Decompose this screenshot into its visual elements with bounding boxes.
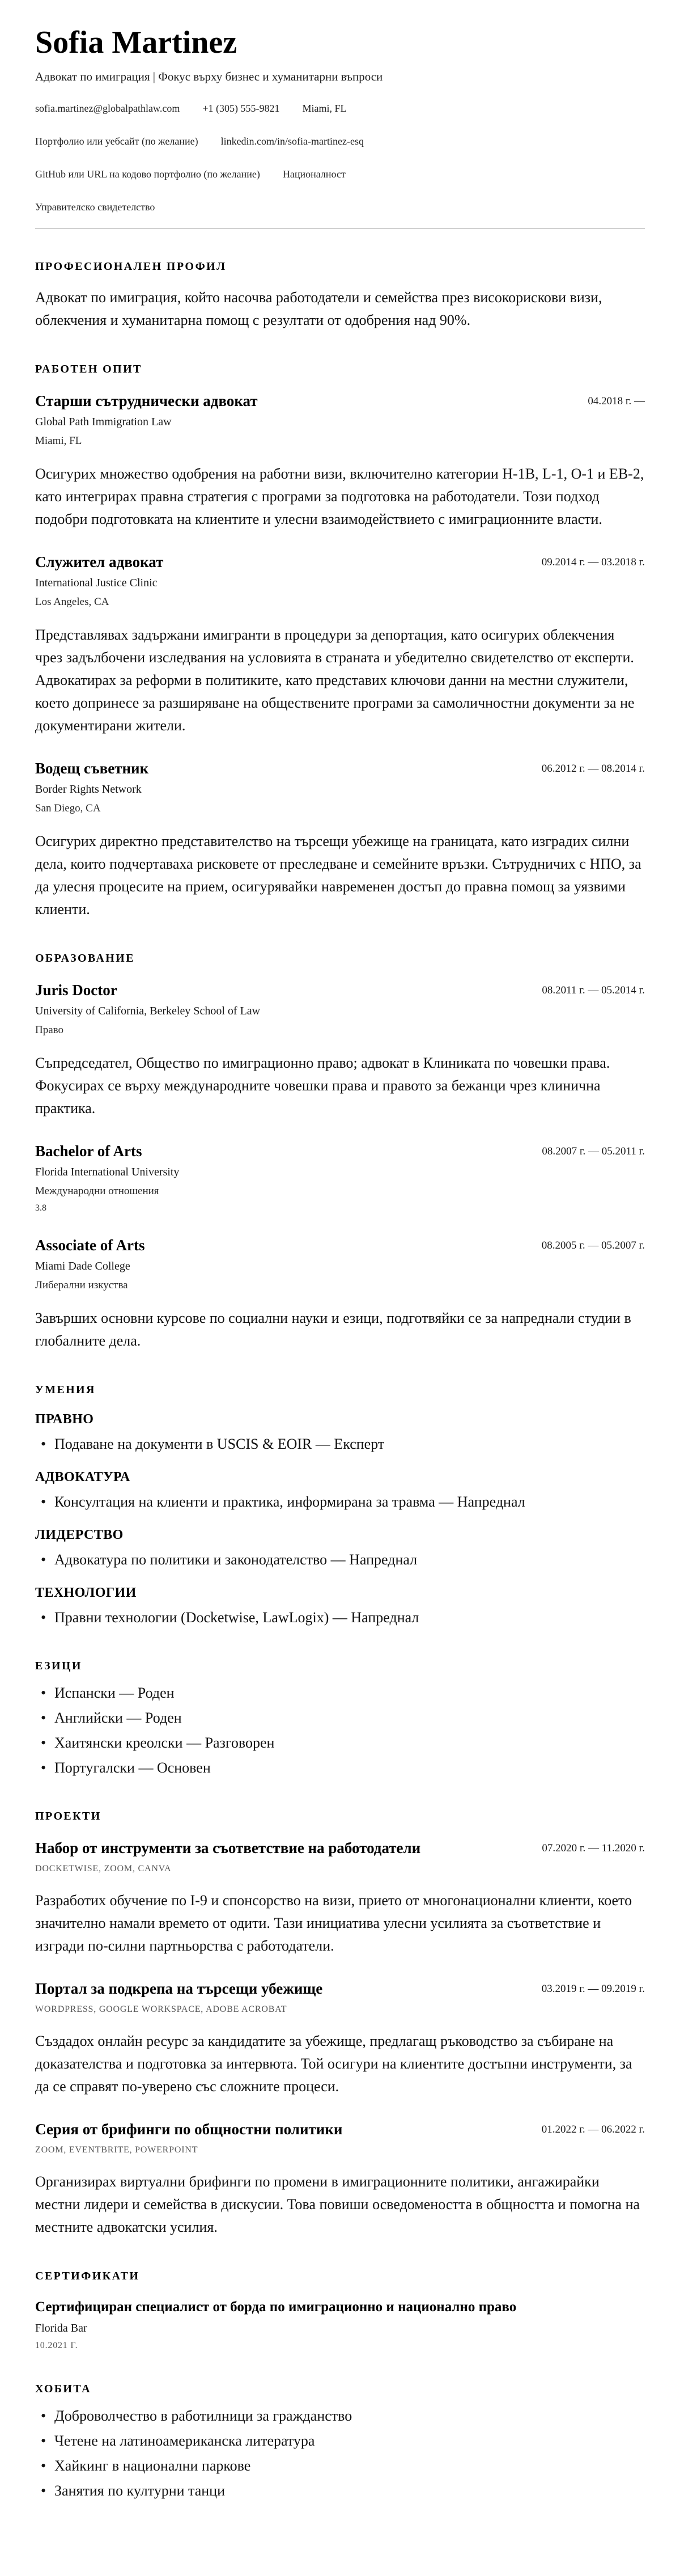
project-entry-head <box>35 1979 645 1998</box>
languages-heading: ЕЗИЦИ <box>35 1659 82 1672</box>
contact-row-primary <box>35 101 645 115</box>
contact-row-web <box>35 134 645 148</box>
skill-list <box>35 1491 645 1513</box>
school-name: Florida International University <box>35 1165 180 1178</box>
field-of-study: Международни отношения <box>35 1185 159 1197</box>
skill-group <box>35 1584 645 1628</box>
job-location: San Diego, CA <box>35 802 101 814</box>
job-location: Miami, FL <box>35 434 82 447</box>
contact-email[interactable]: sofia.martinez@globalpathlaw.com <box>35 102 180 114</box>
project-description: Разработих обучение по I-9 и спонсорство на визи, прието от многонационални клиенти, което значително намали времето от одити. Тази инициатива улесни усилията за съответствие и изгради по-силни партньорства с работодатели. <box>35 1892 632 1954</box>
certificate-date: 10.2021 Г. <box>35 2340 78 2350</box>
skill-group <box>35 1411 645 1455</box>
hobby-item: • Четене на латиноамериканска литература <box>35 2430 645 2452</box>
profile-heading: ПРОФЕСИОНАЛЕН ПРОФИЛ <box>35 260 227 273</box>
certificate-issuer: Florida Bar <box>35 2321 87 2334</box>
certificate-entry <box>35 2298 645 2351</box>
skill-list <box>35 1549 645 1571</box>
degree-title: Juris Doctor <box>35 981 117 999</box>
certificate-title: Сертифициран специалист от борда по имиграционно и национално право <box>35 2299 517 2315</box>
section-profile <box>35 259 645 332</box>
skill-list <box>35 1607 645 1628</box>
project-title: Портал за подкрепа на търсещи убежище <box>35 1979 323 1997</box>
job-company: International Justice Clinic <box>35 576 158 589</box>
contact-info <box>35 101 645 214</box>
hobby-item: • Занятия по културни танци <box>35 2480 645 2502</box>
job-entry-head <box>35 391 645 411</box>
contact-portfolio-placeholder: Портфолио или уебсайт (по желание) <box>35 135 198 147</box>
resume-header <box>35 25 645 214</box>
job-title: Водещ съветник <box>35 759 149 777</box>
project-dates: 07.2020 г. — 11.2020 г. <box>542 1842 645 1854</box>
project-entry-head <box>35 2120 645 2139</box>
language-item: • Испански — Роден <box>35 1682 645 1704</box>
language-item: • Хаитянски креолски — Разговорен <box>35 1732 645 1754</box>
skill-list <box>35 1433 645 1455</box>
job-dates: 09.2014 г. — 03.2018 г. <box>541 556 645 568</box>
section-projects <box>35 1809 645 2239</box>
hobby-item: • Хайкинг в национални паркове <box>35 2455 645 2477</box>
job-company: Border Rights Network <box>35 782 142 796</box>
field-of-study: Либерални изкуства <box>35 1279 128 1291</box>
contact-nationality-placeholder: Националност <box>282 168 346 180</box>
certificates-heading: СЕРТИФИКАТИ <box>35 2269 140 2282</box>
contact-linkedin[interactable]: linkedin.com/in/sofia-martinez-esq <box>220 135 364 147</box>
job-description: Осигурих директно представителство на търсещи убежище на границата, като изградих силни дела, които подчертаваха рисковете от преследване и семейните връзки. Сътрудничих с НПО, за да улесня процесите на прием, осигурявайки навременен достъп до правна помощ за уязвими клиенти. <box>35 832 641 917</box>
job-entry-head <box>35 759 645 778</box>
project-description: Организирах виртуални брифинги по промени в имиграционните политики, ангажирайки местни лидери и семейства в дискусии. Това повиши осведомеността в общността и помогна на местните адвокатски усилия. <box>35 2173 640 2235</box>
contact-license-placeholder: Управителско свидетелство <box>35 201 155 213</box>
job-title: Служител адвокат <box>35 553 164 570</box>
job-entry <box>35 759 645 921</box>
language-item: • Английски — Роден <box>35 1707 645 1729</box>
skill-item: • Консултация на клиенти и практика, информирана за травма — Напреднал <box>35 1491 645 1513</box>
section-certificates <box>35 2269 645 2351</box>
experience-heading: РАБОТЕН ОПИТ <box>35 362 142 375</box>
project-dates: 01.2022 г. — 06.2022 г. <box>541 2123 645 2135</box>
hobbies-heading: ХОБИТА <box>35 2382 91 2395</box>
job-title: Старши сътруднически адвокат <box>35 392 258 409</box>
education-dates: 08.2011 г. — 05.2014 г. <box>542 984 645 996</box>
skill-item: • Подаване на документи в USCIS & EOIR — Експерт <box>35 1433 645 1455</box>
skill-category-label: ТЕХНОЛОГИИ <box>35 1585 137 1600</box>
education-heading: ОБРАЗОВАНИЕ <box>35 951 135 965</box>
project-entry <box>35 1838 645 1957</box>
education-entry-head <box>35 1236 645 1255</box>
project-entry <box>35 1979 645 2098</box>
education-description: Съпредседател, Общество по имиграционно право; адвокат в Клиниката по човешки права. Фокусирах се върху международните човешки права и правото за бежанци чрез клинична практика. <box>35 1054 610 1116</box>
education-entry <box>35 1236 645 1352</box>
skill-item: • Правни технологии (Docketwise, LawLogix) — Напреднал <box>35 1607 645 1628</box>
section-hobbies <box>35 2382 645 2502</box>
education-dates: 08.2007 г. — 05.2011 г. <box>542 1145 645 1157</box>
section-experience <box>35 362 645 921</box>
contact-row-extra <box>35 167 645 181</box>
contact-github-placeholder: GitHub или URL на кодово портфолио (по желание) <box>35 168 260 180</box>
school-name: Miami Dade College <box>35 1259 130 1272</box>
job-company: Global Path Immigration Law <box>35 415 172 428</box>
profile-text: Адвокат по имиграция, който насочва работодатели и семейства през високорискови визи, облекчения и хуманитарна помощ с резултати от одобрения над 90%. <box>35 289 602 328</box>
language-list <box>35 1682 645 1779</box>
project-tools: ZOOM, EVENTBRITE, POWERPOINT <box>35 2144 198 2155</box>
education-entry <box>35 980 645 1120</box>
project-dates: 03.2019 г. — 09.2019 г. <box>541 1982 645 1995</box>
education-dates: 08.2005 г. — 05.2007 г. <box>541 1239 645 1251</box>
skills-heading: УМЕНИЯ <box>35 1383 96 1396</box>
education-entry-head <box>35 1141 645 1161</box>
job-description: Осигурих множество одобрения на работни визи, включително категории H-1B, L-1, O-1 и EB-2, като интегрирах правна стратегия с програми за подготовка на работодатели. Този подход подобри подготовката на клиентите и улесни взаимодействието с имиграционните власти. <box>35 465 644 527</box>
job-entry <box>35 552 645 737</box>
project-tools: WORDPRESS, GOOGLE WORKSPACE, ADOBE ACROBAT <box>35 2004 287 2014</box>
language-item: • Португалски — Основен <box>35 1757 645 1779</box>
projects-heading: ПРОЕКТИ <box>35 1809 101 1822</box>
degree-title: Associate of Arts <box>35 1236 145 1254</box>
candidate-name: Sofia Martinez <box>35 25 237 60</box>
job-dates: 04.2018 г. — <box>588 395 645 407</box>
section-skills <box>35 1382 645 1628</box>
skill-category-label: ЛИДЕРСТВО <box>35 1527 124 1542</box>
project-title: Серия от брифинги по общностни политики <box>35 2120 343 2138</box>
job-description: Представлявах задържани имигранти в процедури за депортация, като осигурих облекчения чрез задълбочени изследвания на условията в страната и убедително свидетелство от експерти. Адвокатирах за реформи в политиките, като представих ключови данни на местни служители, което допринесе за разширяване на обществените програми за самоличностни документи за не документирани жители. <box>35 626 635 734</box>
skill-category-label: ПРАВНО <box>35 1411 94 1427</box>
contact-location: Miami, FL <box>302 102 347 114</box>
skill-group <box>35 1526 645 1571</box>
project-description: Създадох онлайн ресурс за кандидатите за убежище, предлагащ ръководство за събиране на доказателства и подготовка за интервюта. Той осигури на клиентите достъпни инструменти, за да се справят по-уверено със сложните процеси. <box>35 2032 632 2095</box>
skill-category-label: АДВОКАТУРА <box>35 1469 130 1484</box>
job-dates: 06.2012 г. — 08.2014 г. <box>541 762 645 775</box>
degree-title: Bachelor of Arts <box>35 1142 142 1160</box>
job-entry <box>35 391 645 531</box>
contact-phone[interactable]: +1 (305) 555-9821 <box>202 102 280 114</box>
gpa-value: 3.8 <box>35 1203 46 1213</box>
job-entry-head <box>35 552 645 572</box>
contact-row-license <box>35 200 645 214</box>
skill-item: • Адвокатура по политики и законодателство — Напреднал <box>35 1549 645 1571</box>
hobby-list <box>35 2405 645 2502</box>
hobby-item: • Доброволчество в работилници за гражданство <box>35 2405 645 2427</box>
education-entry-head <box>35 980 645 1000</box>
section-languages <box>35 1659 645 1779</box>
candidate-tagline: Адвокат по имиграция | Фокус върху бизнес и хуманитарни въпроси <box>35 69 383 83</box>
school-name: University of California, Berkeley School of Law <box>35 1004 261 1017</box>
project-entry <box>35 2120 645 2239</box>
project-title: Набор от инструменти за съответствие на работодатели <box>35 1839 421 1856</box>
skill-group <box>35 1469 645 1513</box>
project-entry-head <box>35 1838 645 1858</box>
section-education <box>35 951 645 1352</box>
project-tools: DOCKETWISE, ZOOM, CANVA <box>35 1863 172 1873</box>
job-location: Los Angeles, CA <box>35 595 109 608</box>
education-description: Завърших основни курсове по социални науки и езици, подготвяйки се за напреднали студии в глобалните дела. <box>35 1309 631 1349</box>
education-entry <box>35 1141 645 1214</box>
field-of-study: Право <box>35 1023 63 1036</box>
